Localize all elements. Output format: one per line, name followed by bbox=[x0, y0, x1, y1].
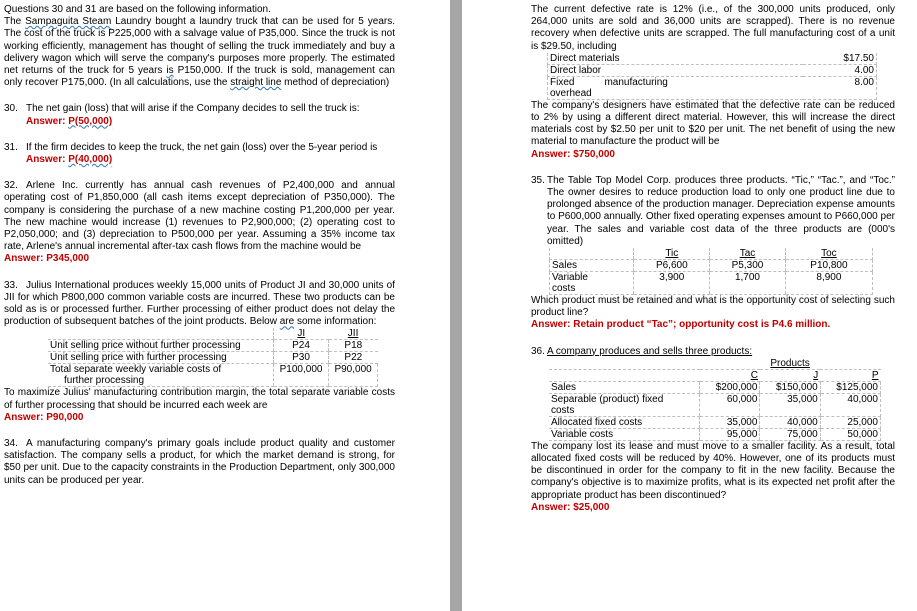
intro-heading: Questions 30 and 31 are based on the following information. bbox=[4, 4, 271, 15]
table-row: Variable costs 3,900 1,700 8,900 bbox=[550, 272, 873, 295]
page-divider bbox=[450, 0, 462, 611]
question-35-ask: Which product must be retained and what is the opportunity cost of selecting such product line? bbox=[531, 295, 895, 319]
q36-header-j: J bbox=[760, 369, 820, 381]
table-row: Direct materials $17.50 bbox=[548, 53, 877, 65]
question-34-continued: The current defective rate is 12% (i.e., of the 300,000 units produced, only 264,000 units are sold and 36,000 units are scrapped). There is no revenue recovery when defective units are scrapped. The full manufacturing cost of a unit is $29.50, including bbox=[531, 4, 895, 52]
q35-header-tac: Tac bbox=[710, 248, 786, 260]
answer-33: Answer: P90,000 bbox=[4, 411, 84, 423]
intro-paragraph: The Sampaguita Steam Laundry bought a laundry truck that can be used for 5 years. The cost of the truck is P225,000 with a salvage value of P35,000. Since the truck is not working efficiently, management has thought of selling the truck immediately and buy a delivery wagon which will serve the company's purposes more properly. The estimated net returns of the truck for 5 years is P150,000. If the truck is sold, management can only recover P175,000. (In all calculations, use the straight line method of depreciation) bbox=[4, 16, 395, 89]
table-row: Sales P6,600 P5,300 P10,800 bbox=[550, 260, 873, 272]
q34-cost-table bbox=[547, 53, 877, 100]
q35-header-tic: Tic bbox=[634, 248, 710, 260]
answer-35: Answer: Retain product “Tac”; opportunity cost is P4.6 million. bbox=[531, 319, 831, 331]
table-row: Total separate weekly variable costs of further processing P100,000 P90,000 bbox=[48, 364, 378, 387]
q35-table bbox=[549, 248, 873, 295]
table-row: Allocated fixed costs 35,000 40,000 25,000 bbox=[549, 416, 881, 428]
q33-header-jii: JII bbox=[329, 328, 378, 340]
question-34-text2: The company's designers have estimated that the defective rate can be reduced to 2% by using a different direct material. However, this will increase the direct materials cost by $2.50 per unit to $20 per unit. The net benefit of using the new material to manufacture the product will be bbox=[531, 99, 895, 148]
table-row: Unit selling price with further processing P30 P22 bbox=[48, 352, 378, 364]
q36-group-header: Products bbox=[700, 358, 881, 370]
question-31: 31. If the firm decides to keep the truck, the net gain (loss) over the 5-year period is bbox=[4, 141, 378, 153]
q33-table bbox=[48, 328, 378, 387]
question-35: 35. The Table Top Model Corp. produces three products. “Tic,” “Tac.”, and “Toc.” The owner desires to reduce production load to only one product line due to prolonged absence of the production manager. Depreciation expense amounts to P600,000 annually. Other fixed operating expenses amount to P660,000 per year. The sales and variable cost data of the three products are (000's omitted) bbox=[531, 174, 895, 247]
answer-30: Answer: P(50,000) bbox=[26, 115, 113, 127]
question-36-ask: The company lost its lease and must move to a smaller facility. As a result, total allocated fixed costs will be reduced by 40%. However, one of its products must be discontinued in order for the company to fit in the new facility. Because the company's objective is to maximize profits, what is its expected net profit after the appropriate product has been discontinued? bbox=[531, 440, 895, 501]
table-row: Unit selling price without further processing P24 P18 bbox=[48, 340, 378, 352]
q35-header-toc: Toc bbox=[785, 248, 872, 260]
question-33: 33. Julius International produces weekly 15,000 units of Product JI and 30,000 units of JII for which P800,000 common variable costs are incurred. These two products can be sold as is or processed further. Further processing of either product does not delay the production of subsequent batches of the joint products. Below are some information: bbox=[4, 279, 395, 328]
q36-header-c: C bbox=[700, 369, 760, 381]
answer-31: Answer: P(40,000) bbox=[26, 154, 113, 166]
answer-36: Answer: $25,000 bbox=[531, 501, 610, 513]
question-32: 32. Arlene Inc. currently has annual cash revenues of P2,400,000 and annual operating cost of P1,850,000 (all cash items except depreciation of P350,000). The company is considering the purchase of a new machine costing P1,200,000 per year. The new machine would increase (1) revenues to P2,900,000; (2) operating cost to P2,050,000; and (3) depreciation to P500,000 per year. Assuming a 35% income tax rate, Arlene's annual incremental after-tax cash flows from the machine would be bbox=[4, 180, 395, 253]
table-row: Sales $200,000 $150,000 $125,000 bbox=[549, 381, 881, 393]
table-row: Separable (product) fixed costs 60,000 35,000 40,000 bbox=[549, 393, 881, 416]
question-30: 30. The net gain (loss) that will arise if the Company decides to sell the truck is: bbox=[4, 103, 360, 115]
table-row: Fixed manufacturing overhead 8.00 bbox=[548, 76, 877, 99]
right-column bbox=[531, 4, 895, 514]
answer-34: Answer: $750,000 bbox=[531, 148, 615, 160]
left-column bbox=[4, 4, 395, 487]
table-row: Direct labor 4.00 bbox=[548, 64, 877, 76]
answer-32: Answer: P345,000 bbox=[4, 253, 90, 265]
q36-header-p: P bbox=[820, 369, 880, 381]
question-33-ask: To maximize Julius' manufacturing contribution margin, the total separate variable costs of further processing that should be incurred each week are bbox=[4, 387, 395, 411]
question-34: 34. A manufacturing company's primary goals include product quality and customer satisfaction. The company sells a product, for which the market demand is strong, for $50 per unit. Due to the capacity constraints in the Production Department, only 300,000 units can be produced per year. bbox=[4, 438, 395, 486]
q33-header-ji: JI bbox=[273, 328, 328, 340]
table-row: Variable costs 95,000 75,000 50,000 bbox=[549, 428, 881, 440]
question-36: 36. A company produces and sells three products: bbox=[531, 345, 753, 357]
q36-table bbox=[549, 358, 881, 441]
